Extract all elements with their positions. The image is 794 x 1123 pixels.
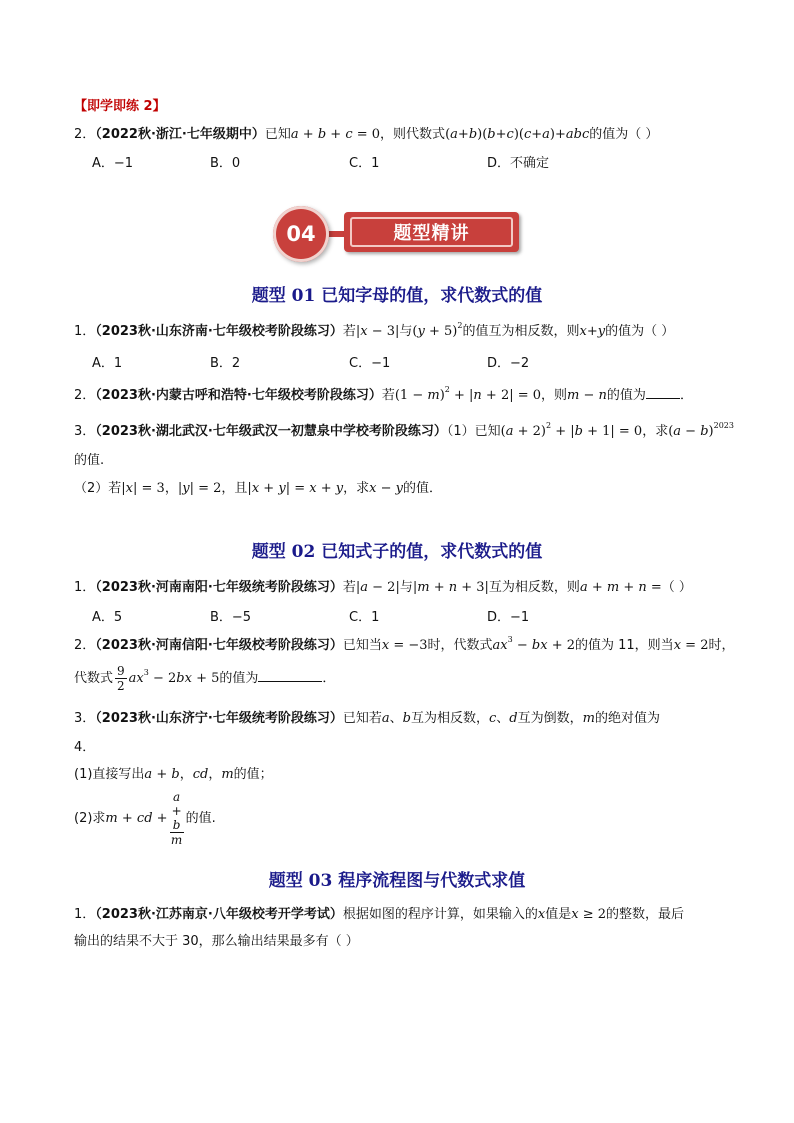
question-text: 值是 <box>545 907 572 922</box>
math-expression: x+y <box>579 324 606 339</box>
s2-question-1 <box>74 576 692 595</box>
question-text: 时， <box>708 638 735 653</box>
section-heading: 已知式子的值，求代数式的值 <box>321 542 543 562</box>
option-d[interactable]: D．−1 <box>487 610 530 625</box>
question-number: 2． <box>74 388 96 403</box>
question-source: （2023秋·山东济宁·七年级统考阶段练习） <box>95 711 343 726</box>
section-label: 题型 03 <box>268 871 333 891</box>
question-text: 的值为 <box>606 388 646 403</box>
question-number: 1． <box>74 580 96 595</box>
section-heading: 已知字母的值，求代数式的值 <box>321 286 543 306</box>
math-var-a: a <box>381 711 390 726</box>
question-number: 2． <box>74 127 96 142</box>
s2-question-3-line2: 4． <box>74 740 96 755</box>
question-number: 1． <box>74 324 96 339</box>
math-expression: |x + y| = x + y <box>247 481 344 496</box>
question-text: ． <box>679 388 693 403</box>
math-expression: $(y + 5)^2$ <box>412 321 463 339</box>
question-text: ，则 <box>541 388 568 403</box>
question-text: 、 <box>496 711 510 726</box>
question-text: 的绝对值为 <box>594 711 660 726</box>
question-number: 2． <box>74 638 96 653</box>
math-expression: x = 2 <box>673 638 709 653</box>
s3-question-1 <box>74 903 684 922</box>
question-source: （2023秋·江苏南京·八年级校考开学考试） <box>95 907 343 922</box>
math-expression: |x − 3| <box>355 324 400 339</box>
question-text: ，则代数式 <box>380 127 446 142</box>
banner-bar <box>344 212 519 252</box>
section-label: 题型 01 <box>251 286 316 306</box>
fraction-nine-halves: $\frac{9}{2}$ <box>117 664 125 693</box>
question-number: 1． <box>74 907 96 922</box>
question-source: （2023秋·内蒙古呼和浩特·七年级校考阶段练习） <box>95 388 382 403</box>
question-text: 与 <box>399 324 413 339</box>
fraction-a-plus-b-over-m: a + b m <box>170 790 183 847</box>
question-text: ，且 <box>221 481 248 496</box>
banner-number-badge: 04 <box>273 206 329 262</box>
math-var-m: m <box>582 711 595 726</box>
section-title-03 <box>0 866 794 891</box>
question-text: (1)直接写出 <box>74 767 145 782</box>
section-label: 题型 02 <box>251 542 316 562</box>
option-c[interactable]: C．1 <box>349 610 380 625</box>
question-text: 互为相反数，则 <box>488 580 580 595</box>
math-expression: $(1 - m)^2 + |n + 2| = 0$ <box>394 385 542 403</box>
question-text: 若 <box>342 580 356 595</box>
math-var-b: b <box>402 711 411 726</box>
question-number: 3． <box>74 424 96 439</box>
math-expression: cd <box>192 767 209 782</box>
question-text: 已知若 <box>342 711 382 726</box>
math-var-x: x <box>537 907 546 922</box>
question-text: ， <box>179 767 193 782</box>
question-text: 的值为（ ） <box>589 127 659 142</box>
banner-title: 题型精讲 <box>350 217 513 247</box>
s1-question-1 <box>74 320 674 339</box>
practice-header: 【即学即练 2】 <box>74 99 166 114</box>
math-expression: a <box>290 127 299 142</box>
question-text: 已知 <box>264 127 291 142</box>
question-text: （1）已知 <box>446 424 501 439</box>
option-c[interactable]: C．1 <box>349 156 380 171</box>
question-source: （2022秋·浙江·七年级期中） <box>95 127 265 142</box>
question-text: 代数式 <box>74 671 114 686</box>
question-source: （2023秋·河南南阳·七年级统考阶段练习） <box>95 580 343 595</box>
question-text: 时，代数式 <box>427 638 493 653</box>
option-c[interactable]: C．−1 <box>349 356 391 371</box>
question-source: （2023秋·山东济南·七年级校考阶段练习） <box>95 324 343 339</box>
question-text: （ ） <box>661 580 692 595</box>
question-source: （2023秋·湖北武汉·七年级武汉一初慧泉中学校考阶段练习） <box>95 424 447 439</box>
math-expression: m + cd + <box>105 811 168 826</box>
question-text: 的值互为相反数，则 <box>462 324 580 339</box>
question-text: 、 <box>389 711 403 726</box>
question-text: ，求 <box>343 481 370 496</box>
question-text: ． <box>322 671 336 686</box>
option-d[interactable]: D．不确定 <box>487 156 550 171</box>
math-expression: x ≥ 2 <box>571 907 606 922</box>
option-a[interactable]: A．5 <box>92 610 123 625</box>
section-title-02 <box>0 537 794 562</box>
math-expression: $ax^3$ − bx + 2 <box>492 635 575 653</box>
math-expression: x − y <box>369 481 403 496</box>
question-text: 的整数，最后 <box>606 907 685 922</box>
s2-question-2-line2 <box>74 664 335 693</box>
question-text: ，求 <box>642 424 669 439</box>
question-text: ， <box>208 767 222 782</box>
math-expression: |a − 2| <box>355 580 400 595</box>
question-text: 的值． <box>403 481 443 496</box>
answer-blank[interactable] <box>646 386 680 399</box>
practice-question-2: 2．（2022秋·浙江·七年级期中）已知a + b + c = 0，则代数式(a+b)(b+c)(c+a)+abc的值为（ ） <box>74 127 659 142</box>
math-var-d: d <box>509 711 518 726</box>
math-expression: a + m + n = <box>579 580 662 595</box>
s1-question-3-part2 <box>74 477 442 496</box>
question-text: （2）若 <box>74 481 122 496</box>
option-b[interactable]: B．2 <box>210 356 241 371</box>
math-expression: |m + n + 3| <box>412 580 489 595</box>
question-text: 的值. <box>185 811 216 826</box>
math-expression: $(a - b)^{2023}$ <box>668 421 734 439</box>
s2-question-3-part1 <box>74 763 273 782</box>
s3-question-1-line2: 输出的结果不大于 30，那么输出结果最多有（ ） <box>74 934 359 949</box>
option-d[interactable]: D．−2 <box>487 356 530 371</box>
section-title-01 <box>0 281 794 306</box>
math-expression: m − n <box>567 388 607 403</box>
math-expression: $(a + 2)^2 + |b + 1| = 0$ <box>500 421 643 439</box>
s2-question-3-part2 <box>74 790 216 847</box>
question-text: 的值为 <box>219 671 259 686</box>
option-a[interactable]: A．−1 <box>92 156 134 171</box>
question-text: 的值为（ ） <box>605 324 675 339</box>
question-text: 若 <box>342 324 356 339</box>
s1-question-2 <box>74 384 693 403</box>
s2-question-2 <box>74 634 734 653</box>
option-b[interactable]: B．0 <box>210 156 241 171</box>
question-text: 的值为 11，则当 <box>575 638 674 653</box>
math-expression: $ax^3 - 2bx + 5$ <box>128 668 220 686</box>
s2-question-3 <box>74 707 660 726</box>
s1-question-3 <box>74 420 734 439</box>
question-text: 若 <box>381 388 395 403</box>
question-text: 互为倒数， <box>517 711 583 726</box>
s1-question-3-line2: 的值. <box>74 453 105 468</box>
math-var-c: c <box>488 711 497 726</box>
answer-blank[interactable] <box>258 669 322 682</box>
option-b[interactable]: B．−5 <box>210 610 252 625</box>
math-expression: (a+b)(b+c)(c+a)+abc <box>445 127 590 142</box>
math-expression: m <box>221 767 234 782</box>
math-expression: |y| = 2 <box>177 481 222 496</box>
question-text: ， <box>164 481 178 496</box>
question-text: 已知当 <box>342 638 382 653</box>
question-text: 与 <box>399 580 413 595</box>
math-expression: a + b <box>144 767 180 782</box>
question-text: 的值； <box>233 767 273 782</box>
math-expression: x = −3 <box>381 638 428 653</box>
option-a[interactable]: A．1 <box>92 356 123 371</box>
question-text: 互为相反数， <box>410 711 489 726</box>
question-text: 根据如图的程序计算，如果输入的 <box>342 907 538 922</box>
question-source: （2023秋·河南信阳·七年级校考阶段练习） <box>95 638 343 653</box>
section-heading: 程序流程图与代数式求值 <box>338 871 526 891</box>
math-expression: |x| = 3 <box>121 481 165 496</box>
question-text: (2)求 <box>74 811 106 826</box>
question-number: 3． <box>74 711 96 726</box>
